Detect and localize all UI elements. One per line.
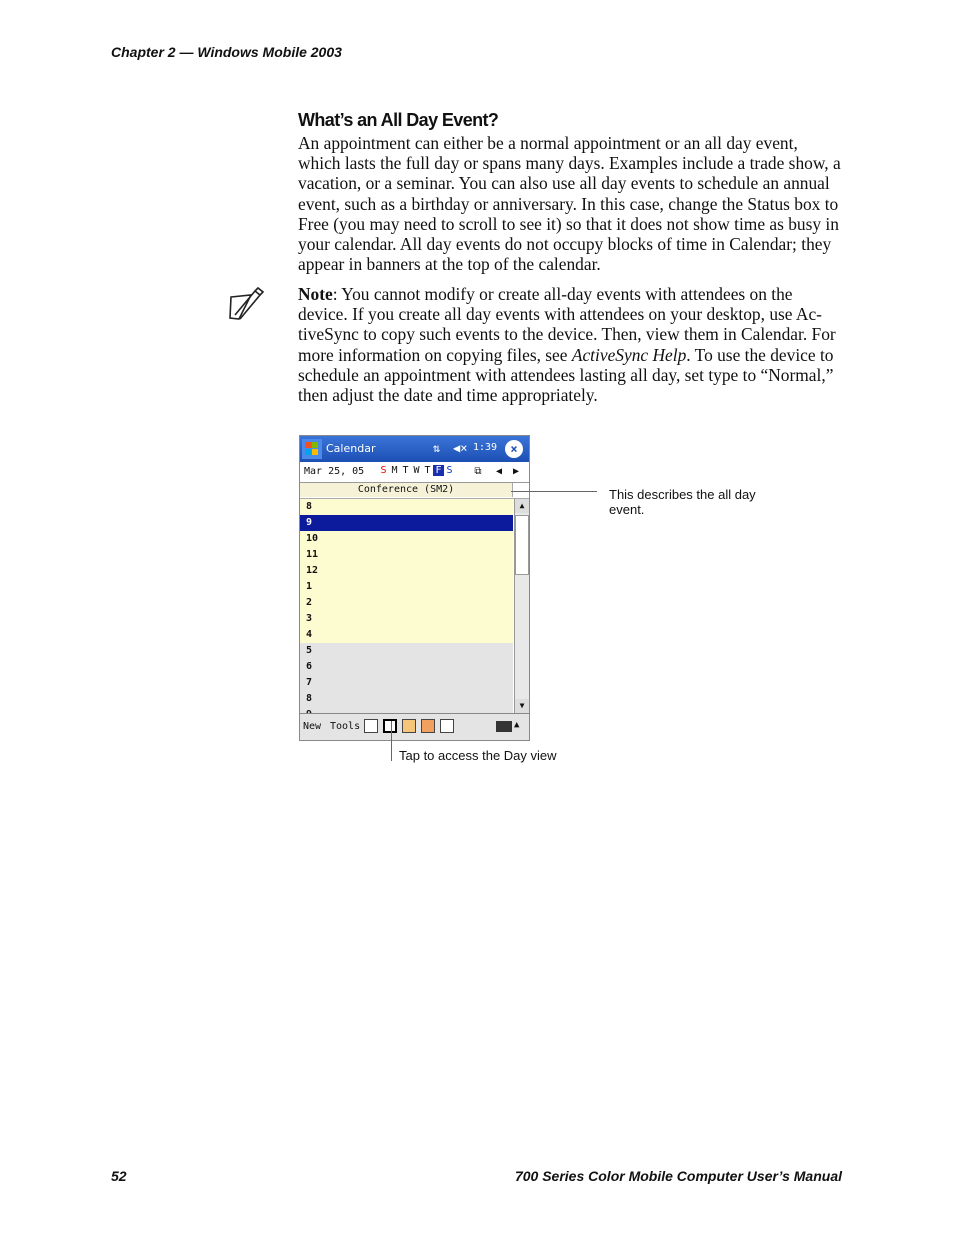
callout-day-view: Tap to access the Day view — [399, 748, 557, 763]
hour-label: 7 — [306, 677, 313, 688]
note-paragraph — [298, 284, 843, 405]
date-bar — [300, 462, 529, 483]
hour-row[interactable] — [300, 563, 513, 580]
menu-new[interactable]: New — [303, 721, 322, 732]
hour-row-selected[interactable] — [300, 515, 513, 532]
speaker-icon[interactable]: ◀× — [453, 441, 468, 455]
hour-row[interactable] — [300, 531, 513, 548]
weekday-fri[interactable]: F — [433, 465, 444, 476]
callout-leader-line — [391, 721, 392, 761]
weekday-sat[interactable]: S — [446, 465, 453, 476]
input-panel-arrow-icon[interactable]: ▲ — [514, 720, 520, 730]
all-day-event[interactable]: Conference (SM2) — [300, 483, 513, 497]
app-title: Calendar — [326, 442, 376, 455]
note-text-end: . To use the device to schedule an appointment with attendees lasting all day, set type to “Normal,” then adjust the date and time appropriately. — [298, 344, 834, 406]
weekday-tue[interactable]: T — [402, 465, 409, 476]
hour-row[interactable] — [300, 547, 513, 564]
scroll-down-icon[interactable]: ▼ — [515, 699, 529, 713]
hour-label: 6 — [306, 661, 313, 672]
weekday-thu[interactable]: T — [424, 465, 431, 476]
hour-label: 3 — [306, 613, 313, 624]
callout-all-day: This describes the all day event. — [609, 487, 756, 517]
hour-label: 4 — [306, 629, 313, 640]
weekday-wed[interactable]: W — [413, 465, 420, 476]
agenda-view-icon[interactable] — [364, 719, 378, 733]
body-paragraph: An appointment can either be a normal appointment or an all day event, which lasts the full day or spans many days. Examples include a trade show, a vacation, or a seminar. You can also use all day events to schedule an annual event, such as a birthday or anniversary. In this case, change the Status box to Free (you may need to scroll to see it) so that it does not show time as busy in your calendar. All day events do not occupy blocks of time in Calendar; they appear in banners at the top of the calendar. — [298, 133, 841, 275]
hour-label: 12 — [306, 565, 319, 576]
bottom-toolbar — [300, 713, 529, 740]
next-arrow-icon[interactable]: ▶ — [512, 466, 520, 477]
menu-tools[interactable]: Tools — [330, 721, 361, 732]
hour-row[interactable] — [300, 691, 513, 708]
goto-today-icon[interactable]: ⧉ — [474, 466, 482, 477]
weekday-mon[interactable]: M — [391, 465, 398, 476]
hour-row[interactable] — [300, 595, 513, 612]
week-view-icon[interactable] — [402, 719, 416, 733]
scroll-up-icon[interactable]: ▲ — [515, 499, 529, 513]
manual-title: 700 Series Color Mobile Computer User’s Manual — [514, 1168, 842, 1184]
hour-row[interactable] — [300, 659, 513, 676]
hour-label: 2 — [306, 597, 313, 608]
day-view-icon[interactable] — [383, 719, 397, 733]
keyboard-icon[interactable] — [496, 721, 512, 732]
month-view-icon[interactable] — [421, 719, 435, 733]
title-bar — [300, 436, 529, 462]
hour-row[interactable] — [300, 643, 513, 660]
scroll-thumb[interactable] — [515, 515, 529, 575]
hour-row[interactable] — [300, 611, 513, 628]
hour-label: 9 — [306, 517, 313, 528]
day-grid — [300, 499, 513, 713]
weekday-sun[interactable]: S — [380, 465, 387, 476]
hour-row[interactable] — [300, 499, 513, 516]
prev-arrow-icon[interactable]: ◀ — [495, 466, 503, 477]
close-icon[interactable]: × — [505, 440, 523, 458]
hour-label: 8 — [306, 693, 313, 704]
hour-label: 5 — [306, 645, 313, 656]
callout-leader-line — [511, 491, 597, 492]
running-header: Chapter 2 — Windows Mobile 2003 — [111, 44, 342, 60]
connectivity-icon[interactable]: ⇅ — [433, 441, 441, 455]
hour-label: 10 — [306, 533, 319, 544]
note-pencil-icon — [225, 285, 265, 325]
current-date[interactable]: Mar 25, 05 — [304, 466, 365, 477]
note-label: Note — [298, 284, 333, 304]
note-text: : You cannot modify or create all-day events with attendees on the device. If you create all day events with attendees on your desktop, use Ac-tiveSync to copy such events to the device. Then, view them in Calendar. For more information on copying files, see — [298, 284, 836, 365]
note-italic-ref: ActiveSync Help — [571, 344, 687, 365]
clock-time[interactable]: 1:39 — [473, 442, 498, 453]
hour-label: 11 — [306, 549, 319, 560]
hour-row[interactable] — [300, 579, 513, 596]
page-number: 52 — [111, 1168, 127, 1184]
calendar-screenshot — [299, 435, 530, 741]
hour-row[interactable] — [300, 627, 513, 644]
hour-label: 1 — [306, 581, 313, 592]
year-view-icon[interactable] — [440, 719, 454, 733]
start-flag-icon[interactable] — [302, 439, 322, 459]
hour-row[interactable] — [300, 675, 513, 692]
vertical-scrollbar[interactable] — [514, 499, 529, 713]
section-title: What’s an All Day Event? — [298, 110, 499, 130]
all-day-banner — [300, 483, 529, 499]
hour-label: 8 — [306, 501, 313, 512]
weekday-picker — [378, 465, 455, 476]
